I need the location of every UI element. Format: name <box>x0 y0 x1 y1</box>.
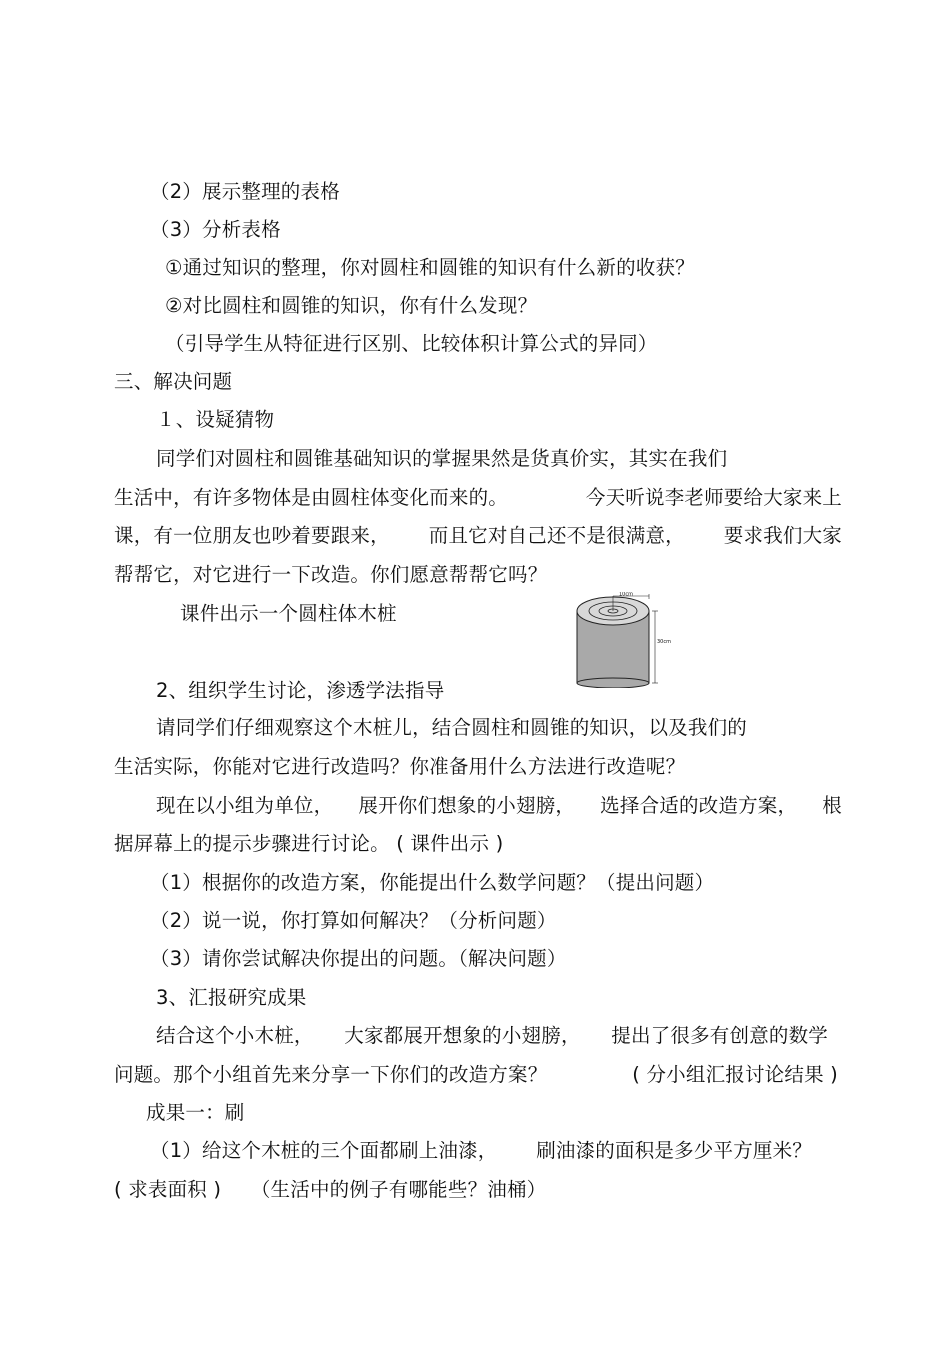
step-2-heading: （2）展示整理的表格 <box>150 180 340 203</box>
result-1-question: （1）给这个木桩的三个面都刷上油漆， 刷油漆的面积是多少平方厘米？ <box>150 1139 812 1162</box>
paragraph-3-line-1: 现在以小组为单位， 展开你们想象的小翅膀， 选择合适的改造方案， 根 <box>156 794 842 817</box>
guide-note: （引导学生从特征进行区别、比较体积计算公式的异同） <box>165 332 658 355</box>
paragraph-1-line-3: 课，有一位朋友也吵着要跟来， 而且它对自己还不是很满意， 要求我们大家 <box>114 524 842 547</box>
paragraph-4-line-2: 问题。那个小组首先来分享一下你们的改造方案？ ( 分小组汇报讨论结果 ) <box>114 1063 838 1086</box>
radius-label: 10cm <box>619 592 633 598</box>
paragraph-1-line-4: 帮帮它，对它进行一下改造。你们愿意帮帮它吗？ <box>114 563 548 586</box>
question-1: ①通过知识的整理，你对圆柱和圆锥的知识有什么新的收获？ <box>165 256 695 279</box>
discussion-step-3: （3）请你尝试解决你提出的问题。（解决问题） <box>150 947 567 970</box>
discussion-step-1: （1）根据你的改造方案，你能提出什么数学问题？（提出问题） <box>150 871 715 894</box>
cylinder-base <box>577 678 649 688</box>
step-3-heading: （3）分析表格 <box>150 218 281 241</box>
result-1-heading: 成果一：刷 <box>146 1101 245 1124</box>
paragraph-1-line-2: 生活中，有许多物体是由圆柱体变化而来的。 今天听说李老师要给大家来上 <box>114 486 842 509</box>
result-1-note: ( 求表面积 ) （生活中的例子有哪能些？油桶） <box>114 1178 547 1201</box>
question-2: ②对比圆柱和圆锥的知识，你有什么发现？ <box>165 294 538 317</box>
subsection-1-title: １、设疑猜物 <box>156 408 275 431</box>
height-label: 30cm <box>657 639 671 645</box>
paragraph-3-line-2: 据屏幕上的提示步骤进行讨论。 ( 课件出示 ) <box>114 832 504 855</box>
paragraph-4-line-1: 结合这个小木桩， 大家都展开想象的小翅膀， 提出了很多有创意的数学 <box>156 1024 828 1047</box>
cylinder-stump-figure <box>574 592 686 688</box>
paragraph-1-line-1: 同学们对圆柱和圆锥基础知识的掌握果然是货真价实，其实在我们 <box>156 447 728 470</box>
paragraph-2-line-1: 请同学们仔细观察这个木桩儿，结合圆柱和圆锥的知识，以及我们的 <box>156 716 748 739</box>
paragraph-2-line-2: 生活实际，你能对它进行改造吗？你准备用什么方法进行改造呢？ <box>114 755 686 778</box>
discussion-step-2: （2）说一说，你打算如何解决？（分析问题） <box>150 909 557 932</box>
subsection-2-title: 2、组织学生讨论，渗透学法指导 <box>156 679 445 702</box>
section-title: 三、解决问题 <box>114 370 233 393</box>
subsection-3-title: 3、汇报研究成果 <box>156 986 307 1009</box>
courseware-caption: 课件出示一个圆柱体木桩 <box>180 602 397 625</box>
